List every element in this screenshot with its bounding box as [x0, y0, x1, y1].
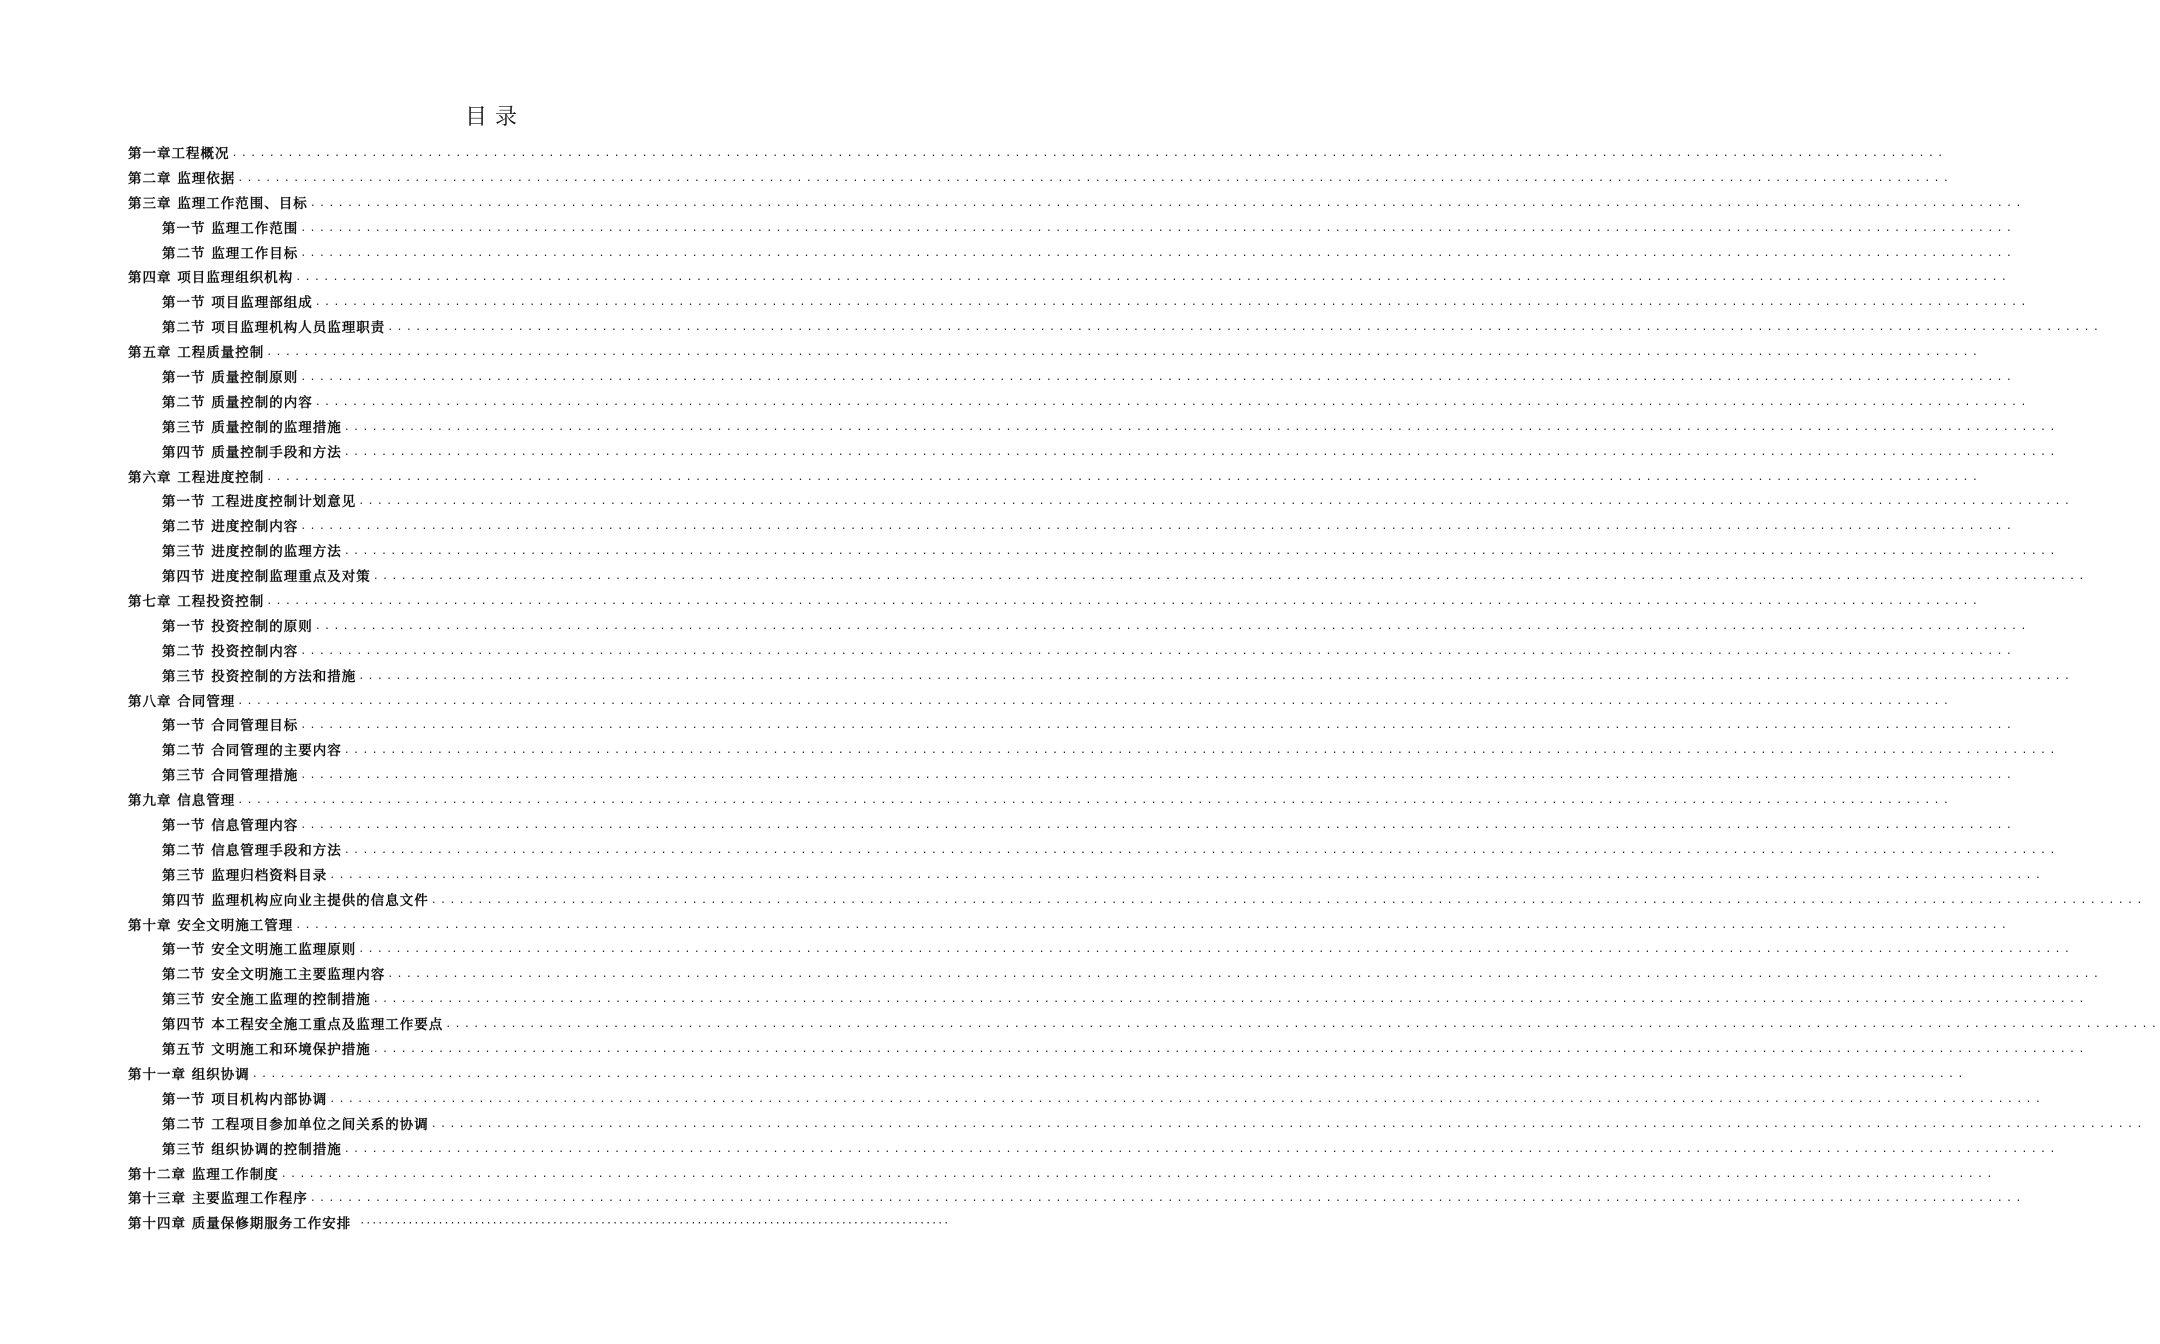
toc-entry-label: 第二节 信息管理手段和方法	[162, 842, 342, 859]
toc-dot-leader: ........................................................................................................................................................................................	[343, 421, 2059, 433]
toc-entry-label: 第一节 项目监理部组成	[162, 295, 313, 312]
toc-dot-leader: ........................................................................................................................................................................................	[300, 372, 2016, 383]
toc-dot-leader: ........................................................................................................................................................................................	[372, 1044, 2088, 1056]
toc-entry-label: 第一节 项目机构内部协调	[162, 1091, 328, 1108]
toc-entry-label: 第三节 质量控制的监理措施	[162, 419, 342, 436]
toc-dot-leader: ........................................................................................................................................................................................	[266, 596, 1982, 608]
toc-entry-label: 第五章 工程质量控制	[128, 345, 265, 362]
toc-entry-label: 第二节 安全文明施工主要监理内容	[162, 967, 386, 984]
toc-dot-leader: ........................................................................................................................................................................................	[314, 297, 2030, 309]
toc-entry-label: 第十四章 质量保修期服务工作安排	[128, 1216, 352, 1233]
toc-dot-leader: ........................................................................................................................................................................................	[314, 620, 2030, 632]
toc-section-entry	[128, 889, 2146, 914]
toc-section-entry	[128, 665, 2074, 690]
toc-entry-label: 第一节 工程进度控制计划意见	[162, 494, 357, 511]
toc-entry-label: 第四章 项目监理组织机构	[128, 270, 294, 287]
toc-dot-leader: ........................................................................................................................................................................................	[343, 1143, 2059, 1155]
toc-dot-leader: ........................................................................................................................................................................................	[300, 247, 2016, 259]
toc-chapter-entry	[128, 1212, 950, 1237]
toc-dot-leader: ··································································································	[359, 1218, 950, 1230]
toc-entry-label: 第十三章 主要监理工作程序	[128, 1191, 308, 1208]
toc-dot-leader: ........................................................................................................................................................................................	[309, 1193, 2025, 1205]
toc-dot-leader: ........................................................................................................................................................................................	[280, 1168, 1996, 1180]
toc-entry-label: 第九章 信息管理	[128, 793, 236, 810]
toc-dot-leader: ........................................................................................................................................................................................	[445, 1019, 2160, 1031]
toc-dot-leader: ........................................................................................................................................................................................	[295, 272, 2011, 284]
toc-entry-label: 第二节 监理工作目标	[162, 245, 299, 262]
toc-dot-leader: ........................................................................................................................................................................................	[314, 396, 2030, 408]
toc-entry-label: 第十一章 组织协调	[128, 1066, 250, 1083]
toc-section-entry	[128, 764, 2016, 789]
toc-section-entry	[128, 640, 2016, 665]
toc-chapter-entry	[128, 914, 2011, 939]
toc-section-entry	[128, 839, 2059, 864]
toc-dot-leader: ........................................................................................................................................................................................	[343, 844, 2059, 856]
toc-dot-leader: ........................................................................................................................................................................................	[430, 894, 2146, 906]
toc-entry-label: 第二节 质量控制的内容	[162, 394, 313, 411]
toc-section-entry	[128, 242, 2016, 267]
toc-entry-label: 第一节 安全文明施工监理原则	[162, 942, 357, 959]
toc-entry-label: 第二节 项目监理机构人员监理职责	[162, 320, 386, 337]
toc-section-entry	[128, 615, 2030, 640]
toc-chapter-entry	[128, 167, 1953, 192]
toc-entry-label: 第三节 进度控制的监理方法	[162, 544, 342, 561]
toc-section-entry	[128, 291, 2030, 316]
toc-chapter-entry	[128, 142, 1947, 167]
toc-chapter-entry	[128, 590, 1982, 615]
toc-entry-label: 第四节 进度控制监理重点及对策	[162, 569, 371, 586]
toc-dot-leader: ........................................................................................................................................................................................	[300, 720, 2016, 732]
toc-dot-leader: ........................................................................................................................................................................................	[358, 670, 2074, 682]
toc-section-entry	[128, 1013, 2160, 1038]
toc-entry-label: 第一节 投资控制的原则	[162, 618, 313, 635]
toc-dot-leader: ........................................................................................................................................................................................	[231, 147, 1947, 159]
toc-entry-label: 第四节 本工程安全施工重点及监理工作要点	[162, 1017, 444, 1034]
toc-section-entry	[128, 441, 2059, 466]
toc-dot-leader: ........................................................................................................................................................................................	[266, 471, 1982, 483]
toc-dot-leader: ........................................................................................................................................................................................	[343, 745, 2059, 757]
toc-entry-label: 第一章工程概况	[128, 145, 230, 162]
toc-section-entry	[128, 864, 2045, 889]
toc-entry-label: 第二节 工程项目参加单位之间关系的协调	[162, 1116, 429, 1133]
toc-dot-leader: ........................................................................................................................................................................................	[387, 969, 2103, 981]
toc-section-entry	[128, 739, 2059, 764]
toc-entry-label: 第十二章 监理工作制度	[128, 1166, 279, 1183]
toc-chapter-entry	[128, 1163, 1996, 1188]
toc-entry-label: 第七章 工程投资控制	[128, 594, 265, 611]
toc-section-entry	[128, 1138, 2059, 1163]
toc-section-entry	[128, 515, 2016, 540]
toc-entry-label: 第三节 监理归档资料目录	[162, 867, 328, 884]
toc-dot-leader: ........................................................................................................................................................................................	[237, 695, 1953, 707]
toc-entry-label: 第二节 合同管理的主要内容	[162, 743, 342, 760]
toc-entry-label: 第二章 监理依据	[128, 170, 236, 187]
toc-dot-leader: ........................................................................................................................................................................................	[358, 944, 2074, 956]
toc-chapter-entry	[128, 266, 2011, 291]
toc-dot-leader: ........................................................................................................................................................................................	[300, 222, 2016, 234]
toc-dot-leader: ........................................................................................................................................................................................	[300, 770, 2016, 782]
toc-entry-label: 第一节 合同管理目标	[162, 718, 299, 735]
toc-section-entry	[128, 490, 2074, 515]
toc-entry-label: 第一节 信息管理内容	[162, 818, 299, 835]
toc-section-entry	[128, 565, 2088, 590]
toc-dot-leader: ........................................................................................................................................................................................	[372, 994, 2088, 1006]
toc-section-entry	[128, 963, 2103, 988]
toc-section-entry	[128, 416, 2059, 441]
toc-dot-leader: ........................................................................................................................................................................................	[300, 820, 2016, 832]
toc-dot-leader: ........................................................................................................................................................................................	[343, 546, 2059, 558]
toc-section-entry	[128, 540, 2059, 565]
toc-chapter-entry	[128, 690, 1953, 715]
toc-entry-label: 第二节 进度控制内容	[162, 519, 299, 536]
toc-chapter-entry	[128, 192, 2025, 217]
toc-entry-label: 第三节 投资控制的方法和措施	[162, 668, 357, 685]
toc-dot-leader: ........................................................................................................................................................................................	[309, 197, 2025, 209]
toc-section-entry	[128, 391, 2030, 416]
toc-dot-leader: ........................................................................................................................................................................................	[251, 1068, 1967, 1080]
toc-section-entry	[128, 714, 2016, 739]
toc-section-entry	[128, 988, 2088, 1013]
toc-dot-leader: ........................................................................................................................................................................................	[266, 347, 1982, 359]
toc-dot-leader: ........................................................................................................................................................................................	[329, 1093, 2045, 1105]
toc-entry-label: 第一节 监理工作范围	[162, 220, 299, 237]
toc-dot-leader: ........................................................................................................................................................................................	[430, 1118, 2146, 1130]
toc-entry-label: 第四节 质量控制手段和方法	[162, 444, 342, 461]
toc-entry-label: 第八章 合同管理	[128, 693, 236, 710]
toc-chapter-entry	[128, 789, 1953, 814]
toc-dot-leader: ........................................................................................................................................................................................	[300, 645, 2016, 657]
toc-entry-label: 第三章 监理工作范围、目标	[128, 195, 308, 212]
toc-dot-leader: ........................................................................................................................................................................................	[329, 869, 2045, 881]
toc-chapter-entry	[128, 466, 1982, 491]
toc-section-entry	[128, 1113, 2146, 1138]
toc-chapter-entry	[128, 341, 1982, 366]
toc-section-entry	[128, 1038, 2088, 1063]
toc-entry-label: 第三节 组织协调的控制措施	[162, 1141, 342, 1158]
toc-chapter-entry	[128, 1187, 2025, 1212]
toc-section-entry	[128, 366, 2016, 391]
toc-entry-label: 第三节 合同管理措施	[162, 768, 299, 785]
toc-entry-label: 第六章 工程进度控制	[128, 469, 265, 486]
toc-section-entry	[128, 316, 2103, 341]
toc-chapter-entry	[128, 1063, 1967, 1088]
toc-dot-leader: ........................................................................................................................................................................................	[295, 919, 2011, 931]
toc-entry-label: 第十章 安全文明施工管理	[128, 917, 294, 934]
toc-dot-leader: ........................................................................................................................................................................................	[387, 322, 2103, 334]
toc-dot-leader: ........................................................................................................................................................................................	[343, 446, 2059, 458]
table-of-contents	[128, 142, 2160, 1237]
toc-dot-leader: ........................................................................................................................................................................................	[358, 496, 2074, 508]
toc-dot-leader: ........................................................................................................................................................................................	[300, 521, 2016, 533]
toc-dot-leader: ........................................................................................................................................................................................	[372, 571, 2088, 583]
toc-entry-label: 第四节 监理机构应向业主提供的信息文件	[162, 892, 429, 909]
toc-section-entry	[128, 939, 2074, 964]
toc-dot-leader: ........................................................................................................................................................................................	[237, 172, 1953, 184]
toc-section-entry	[128, 217, 2016, 242]
toc-dot-leader: ........................................................................................................................................................................................	[237, 795, 1953, 807]
toc-section-entry	[128, 814, 2016, 839]
toc-section-entry	[128, 1088, 2045, 1113]
page-title: 目录	[464, 105, 525, 130]
toc-entry-label: 第三节 安全施工监理的控制措施	[162, 992, 371, 1009]
toc-entry-label: 第一节 质量控制原则	[162, 370, 299, 386]
toc-entry-label: 第二节 投资控制内容	[162, 643, 299, 660]
toc-entry-label: 第五节 文明施工和环境保护措施	[162, 1042, 371, 1059]
